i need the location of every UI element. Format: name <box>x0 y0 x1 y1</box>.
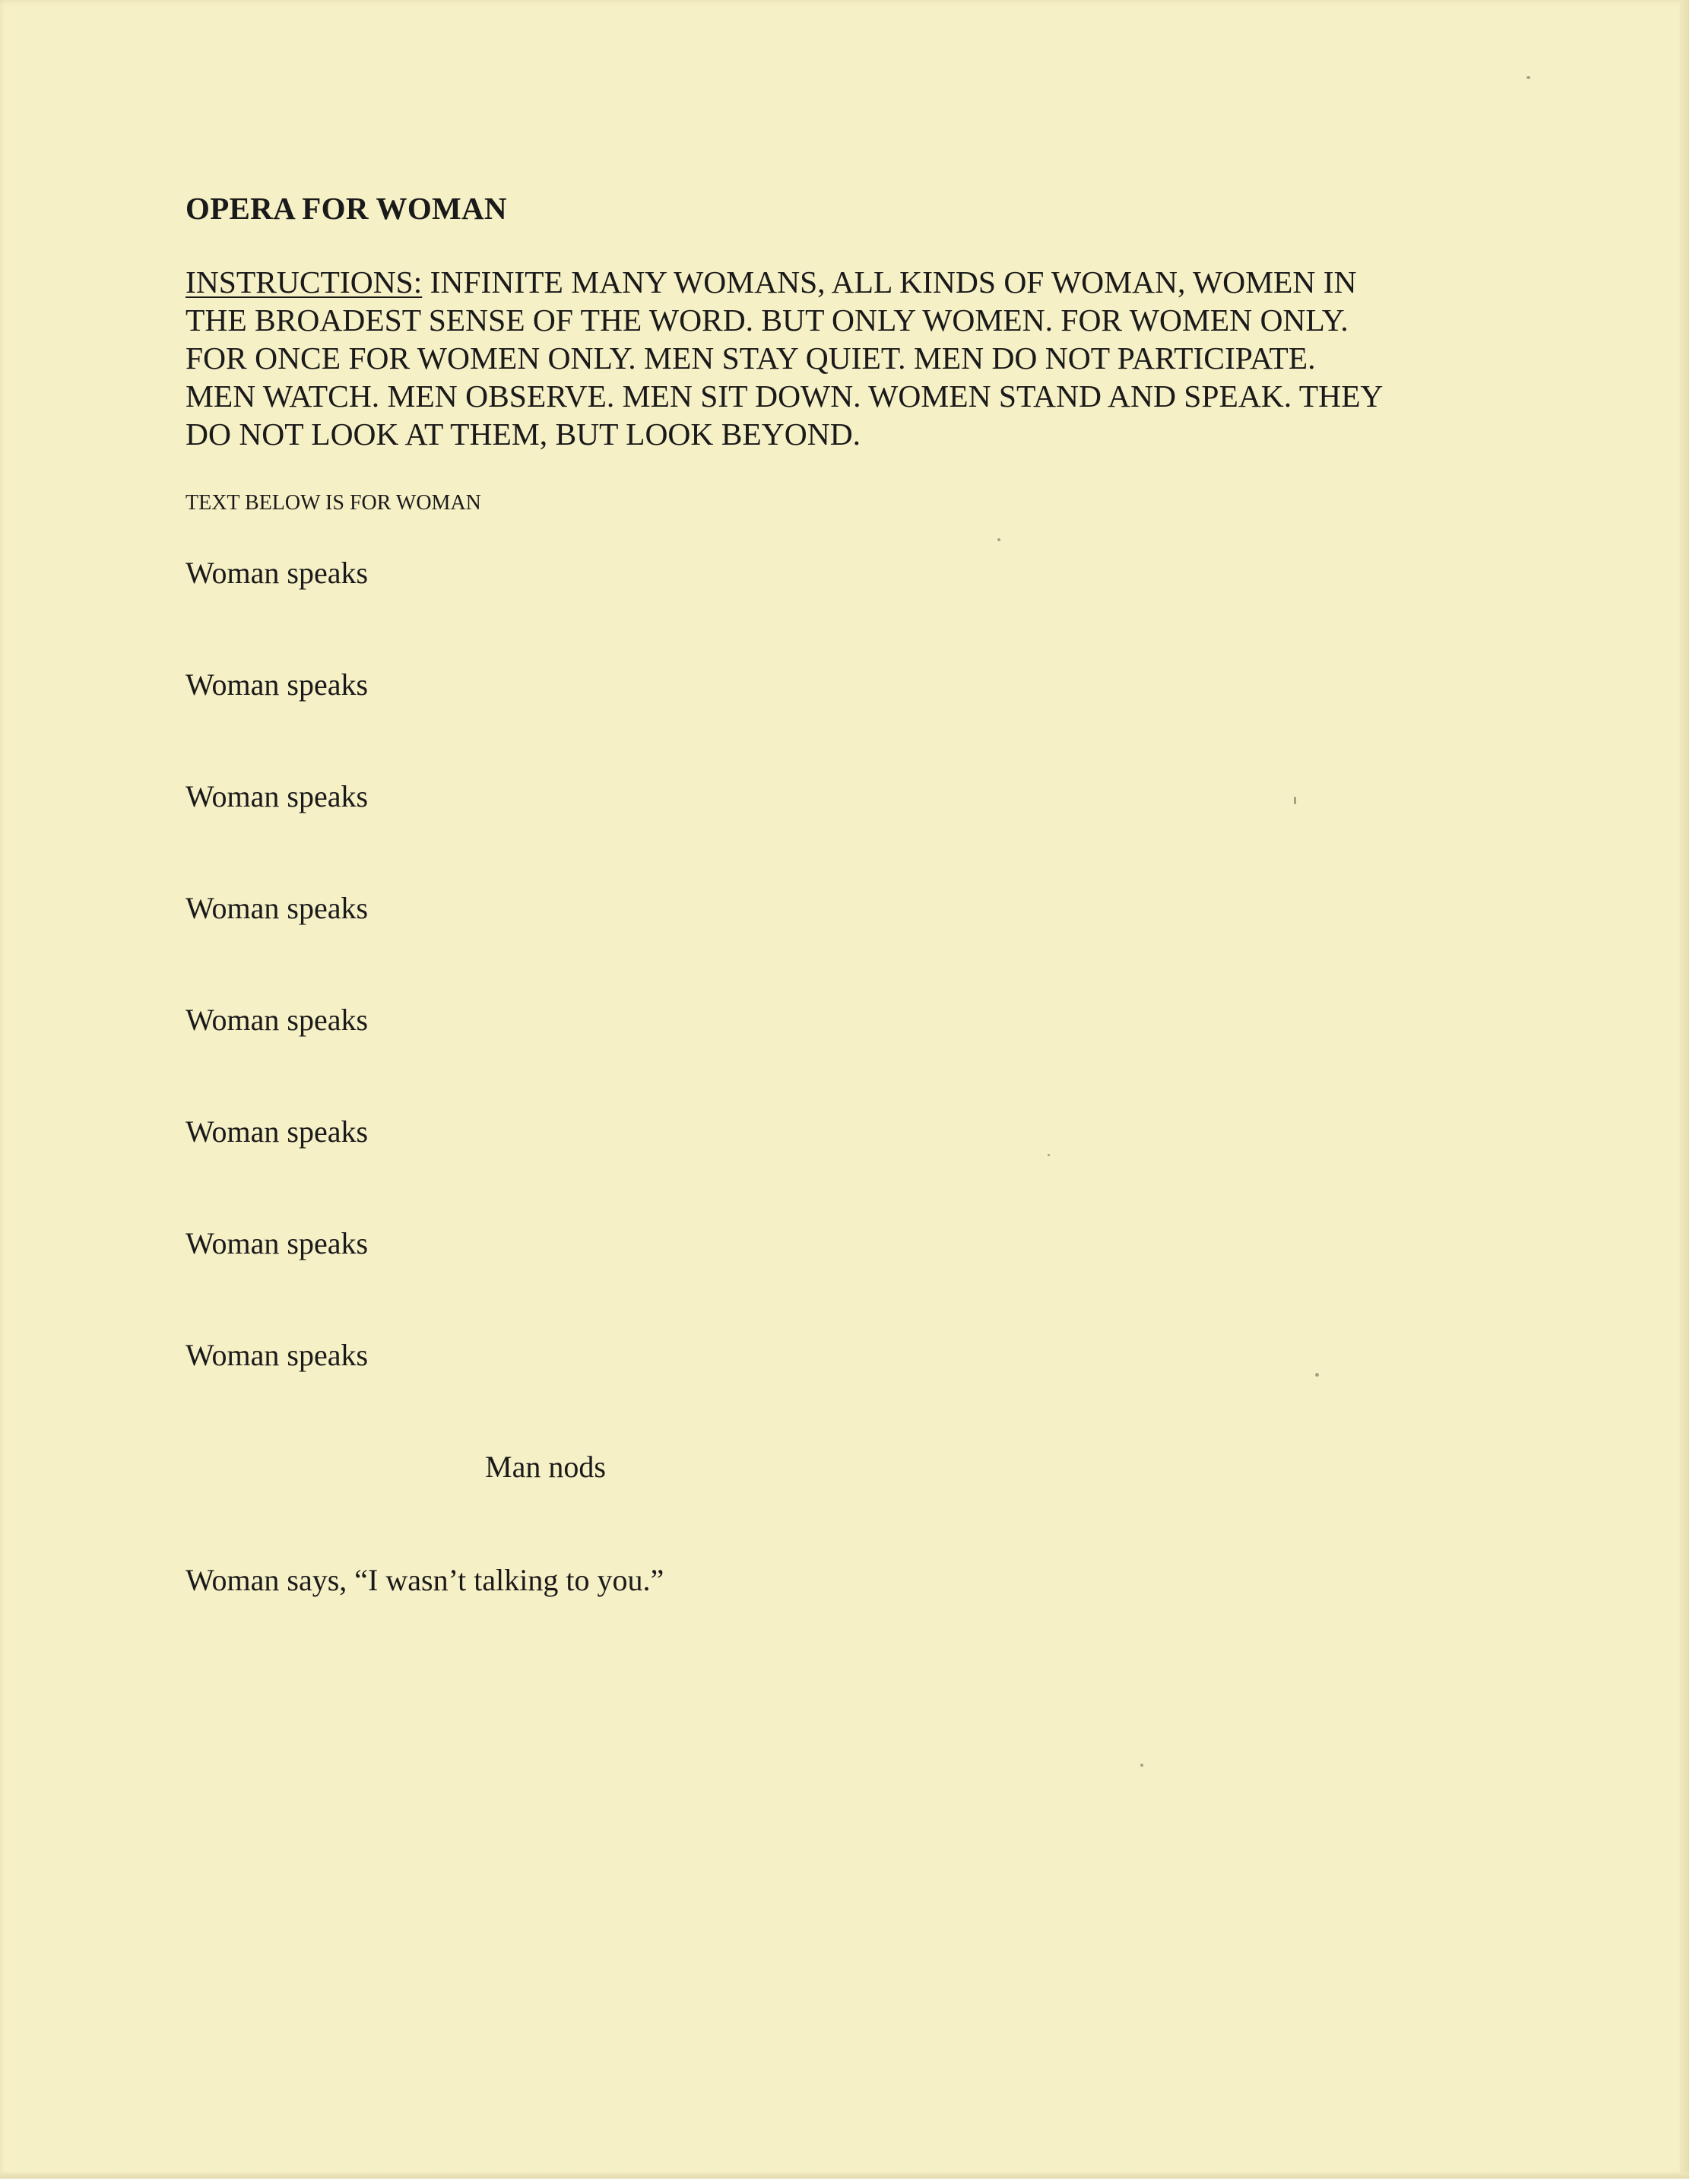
man-nods-line: Man nods <box>485 1450 606 1484</box>
instructions-line-5: DO NOT LOOK AT THEM, BUT LOOK BEYOND. <box>185 417 861 452</box>
paper-speck <box>1048 1154 1050 1156</box>
woman-speaks-line: Woman speaks <box>185 779 369 813</box>
instructions-line-3: FOR ONCE FOR WOMEN ONLY. MEN STAY QUIET. MEN DO NOT PARTICIPATE. <box>185 341 1316 376</box>
paper-speck <box>1140 1764 1143 1767</box>
instructions-line-2: THE BROADEST SENSE OF THE WORD. BUT ONLY WOMEN. FOR WOMEN ONLY. <box>185 303 1349 338</box>
document-title: OPERA FOR WOMAN <box>185 191 507 226</box>
woman-speaks-line: Woman speaks <box>185 891 369 925</box>
woman-speaks-line: Woman speaks <box>185 556 369 590</box>
woman-speaks-line: Woman speaks <box>185 1226 369 1260</box>
paper-speck <box>1315 1373 1319 1377</box>
instructions-line-4: MEN WATCH. MEN OBSERVE. MEN SIT DOWN. WOMEN STAND AND SPEAK. THEY <box>185 379 1384 414</box>
paper-speck <box>1527 76 1530 79</box>
instructions-label: INSTRUCTIONS: <box>185 265 423 300</box>
paper-bottom-edge <box>0 2173 1689 2179</box>
text-below-subheading: TEXT BELOW IS FOR WOMAN <box>185 491 481 515</box>
woman-speaks-line: Woman speaks <box>185 1114 369 1149</box>
instructions-text-1: INFINITE MANY WOMANS, ALL KINDS OF WOMAN, WOMEN IN <box>422 265 1357 300</box>
paper-right-edge <box>1680 0 1689 2179</box>
woman-speaks-line: Woman speaks <box>185 667 369 702</box>
paper-speck <box>997 538 1000 541</box>
woman-speaks-line: Woman speaks <box>185 1338 369 1372</box>
woman-says-line: Woman says, “I wasn’t talking to you.” <box>185 1563 664 1597</box>
paper-speck <box>1294 797 1296 804</box>
instructions-block <box>185 263 1478 453</box>
woman-speaks-line: Woman speaks <box>185 1003 369 1037</box>
instructions-line-1 <box>185 263 1478 301</box>
